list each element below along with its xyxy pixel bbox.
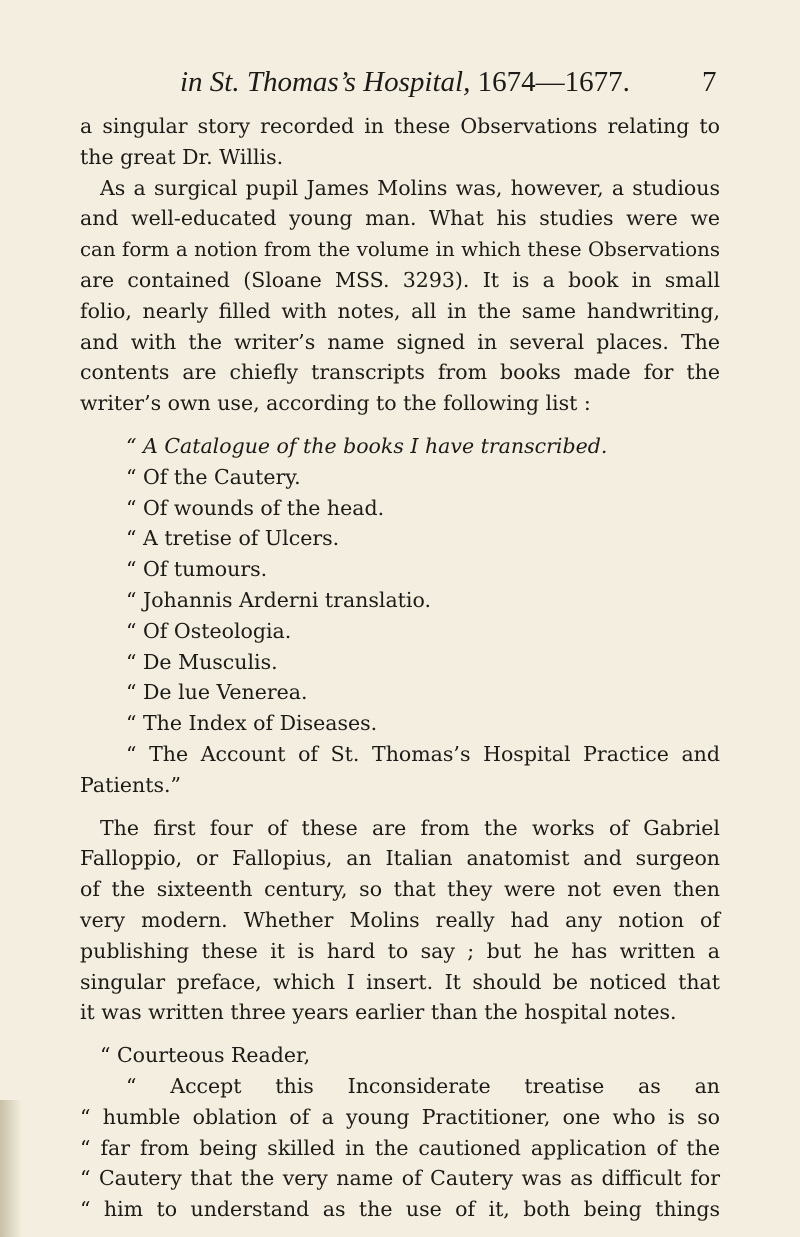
text-line: a singular story recorded in these Observations relating to [80,114,720,138]
preface-line: “ Accept this Inconsiderate treatise as an [126,1074,720,1098]
preface-line: “ him to understand as the use of it, both being things [80,1197,720,1222]
text-line: it was written three years earlier than the hospital notes. [80,1000,677,1025]
preface-salutation: “ Courteous Reader, [100,1043,311,1068]
preface-line: “ humble oblation of a young Practitioner, one who is so [80,1104,720,1129]
text-line: writer’s own use, according to the following list : [80,391,591,416]
text-line: can form a notion from the volume in which these Observations [80,238,720,262]
catalogue-item: Patients.” [80,772,181,797]
catalogue-item: “ De lue Venerea. [126,680,308,705]
page-edge-stain [0,1100,22,1237]
catalogue-item: “ Of wounds of the head. [126,495,385,520]
catalogue-item: “ Of Osteologia. [126,618,292,643]
catalogue-item: “ Johannis Arderni translatio. [126,588,431,612]
catalogue-item: “ Of the Cautery. [126,464,301,489]
catalogue-item: “ The Index of Diseases. [126,711,378,736]
text-line: the great Dr. Willis. [80,144,284,169]
text-line: very modern. Whether Molins really had any notion of [80,908,720,932]
catalogue-item: “ De Musculis. [126,649,278,674]
text-line: contents are chiefly transcripts from books made for the [80,360,720,385]
text-line: The first four of these are from the works of Gabriel [100,815,720,840]
preface-line: “ Cautery that the very name of Cautery was as difficult for [80,1166,720,1191]
page-header [0,66,800,106]
running-title [180,66,630,99]
text-line: As a surgical pupil James Molins was, however, a studious [100,175,720,200]
text-line: publishing these it is hard to say ; but he has written a [80,938,720,963]
running-title-years: 1674—1677. [477,66,630,98]
catalogue-item: “ A tretise of Ulcers. [126,526,340,551]
preface-line: “ far from being skilled in the cautioned application of the [80,1135,720,1160]
running-title-text: in St. Thomas’s Hospital, [180,66,471,98]
text-line: singular preface, which I insert. It should be noticed that [80,969,720,994]
catalogue-heading: “ A Catalogue of the books I have transcribed. [126,434,608,458]
catalogue-item: “ Of tumours. [126,557,268,582]
text-line: and well-educated young man. What his studies were we [80,206,720,231]
text-line: and with the writer’s name signed in several places. The [80,329,720,354]
text-line: Falloppio, or Fallopius, an Italian anatomist and surgeon [80,846,720,871]
text-line: of the sixteenth century, so that they were not even then [80,877,720,902]
catalogue-item: “ The Account of St. Thomas’s Hospital Practice and [126,742,720,766]
text-line: are contained (Sloane MSS. 3293). It is a book in small [80,268,720,292]
text-line: folio, nearly filled with notes, all in the same handwriting, [80,298,720,323]
page-number: 7 [702,66,717,98]
